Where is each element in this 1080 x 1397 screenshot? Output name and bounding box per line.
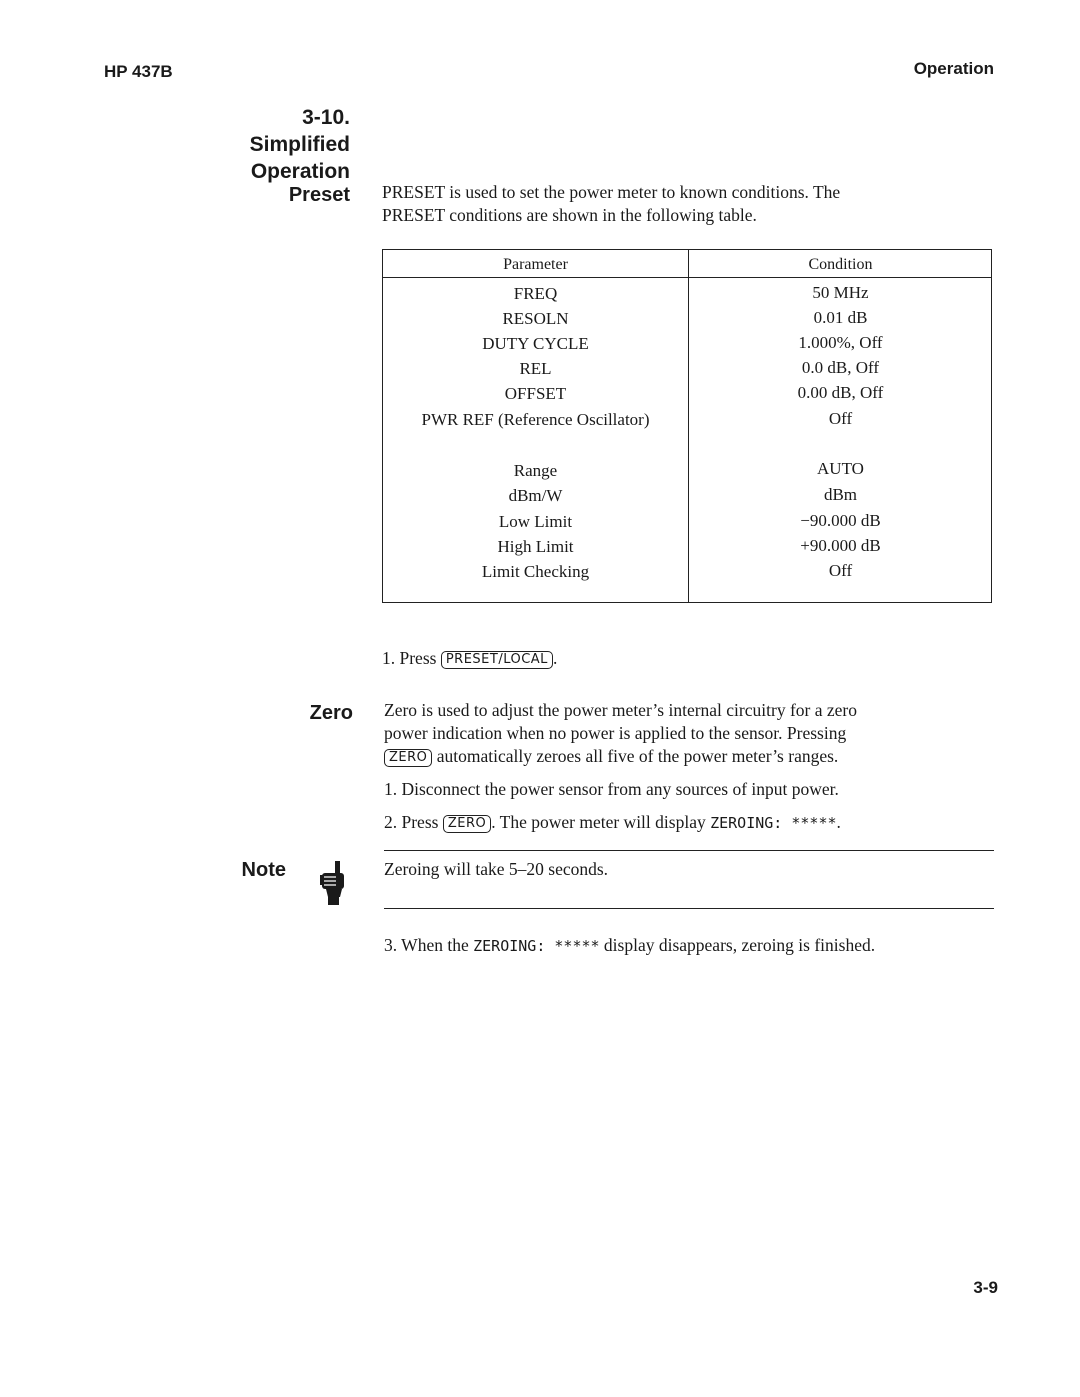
table-cell-condition: 0.0 dB, Off	[801, 358, 880, 377]
table-cell-parameter: FREQ	[513, 284, 558, 303]
header-chapter: Operation	[913, 59, 994, 78]
table-cell-parameter: PWR REF (Reference Oscillator)	[421, 410, 650, 429]
preset-conditions-table	[382, 249, 992, 603]
table-cell-parameter: Low Limit	[498, 512, 573, 531]
preset-step-1	[382, 647, 557, 670]
section-title-line2: Operation	[250, 160, 350, 183]
table-cell-condition: dBm	[823, 485, 858, 504]
zero-key[interactable]: ZERO	[443, 815, 491, 833]
table-cell-parameter: dBm/W	[508, 486, 563, 505]
zero-paragraph-line1: Zero is used to adjust the power meter’s internal circuitry for a zero	[384, 700, 857, 720]
preset-paragraph-line2: PRESET conditions are shown in the following table.	[382, 205, 757, 225]
header-model: HP 437B	[104, 62, 173, 81]
table-cell-condition: 50 MHz	[812, 283, 869, 302]
zero-key[interactable]: ZERO	[384, 749, 432, 767]
zero-paragraph-line3-text: automatically zeroes all five of the power meter’s ranges.	[432, 746, 839, 766]
table-cell-condition: AUTO	[817, 459, 864, 478]
zero-step-1: 1. Disconnect the power sensor from any sources of input power.	[384, 779, 839, 799]
preset-step-1-suffix: .	[552, 648, 558, 668]
zero-step-3	[384, 934, 875, 958]
zero-heading: Zero	[309, 702, 353, 724]
note-bottom-rule	[384, 908, 994, 909]
section-title	[198, 104, 350, 185]
zero-paragraph-line2: power indication when no power is applied to the sensor. Pressing	[384, 723, 847, 743]
table-cell-condition: Off	[828, 561, 853, 580]
note-heading: Note	[241, 859, 286, 881]
table-cell-condition: +90.000 dB	[800, 536, 881, 555]
table-cell-condition: 1.000%, Off	[798, 333, 883, 352]
section-title-line1: 3-10. Simplified	[249, 106, 350, 156]
zero-paragraph	[384, 699, 984, 768]
table-cell-parameter: RESOLN	[502, 309, 569, 328]
note-text: Zeroing will take 5–20 seconds.	[384, 859, 609, 879]
zero-step-3-prefix: 3. When the	[384, 935, 474, 955]
zero-paragraph-line3	[384, 745, 984, 768]
table-header-condition: Condition	[808, 256, 873, 273]
table-cell-condition: 0.00 dB, Off	[797, 383, 884, 402]
table-header-parameter: Parameter	[503, 256, 568, 273]
preset-local-key[interactable]: PRESET/LOCAL	[441, 651, 553, 669]
zero-step-2-prefix: 2. Press	[384, 812, 443, 832]
zero-step-2	[384, 811, 841, 835]
zero-step-2-text: . The power meter will display	[491, 812, 711, 832]
table-cell-parameter: Limit Checking	[481, 562, 590, 581]
table-cell-parameter: REL	[519, 359, 552, 378]
note-top-rule	[384, 850, 994, 851]
zeroing-display-text: ZEROING: *****	[710, 814, 837, 832]
table-header-divider	[383, 277, 991, 278]
preset-paragraph-line1: PRESET is used to set the power meter to known conditions. The	[382, 182, 841, 202]
preset-paragraph	[382, 181, 982, 227]
zero-step-2-suffix: .	[836, 812, 841, 832]
zero-step-3-suffix: display disappears, zeroing is finished.	[599, 935, 876, 955]
zeroing-display-text: ZEROING: *****	[473, 937, 600, 955]
table-cell-condition: −90.000 dB	[800, 511, 881, 530]
table-cell-parameter: OFFSET	[504, 384, 567, 403]
table-cell-parameter: Range	[513, 461, 558, 480]
table-cell-parameter: DUTY CYCLE	[482, 334, 589, 353]
table-cell-parameter: High Limit	[497, 537, 574, 556]
pointing-hand-icon	[318, 859, 348, 912]
page-number: 3-9	[973, 1278, 998, 1297]
preset-step-1-text: 1. Press	[382, 648, 441, 668]
table-cell-condition: 0.01 dB	[813, 308, 868, 327]
table-cell-condition: Off	[828, 409, 853, 428]
preset-heading: Preset	[288, 184, 350, 206]
